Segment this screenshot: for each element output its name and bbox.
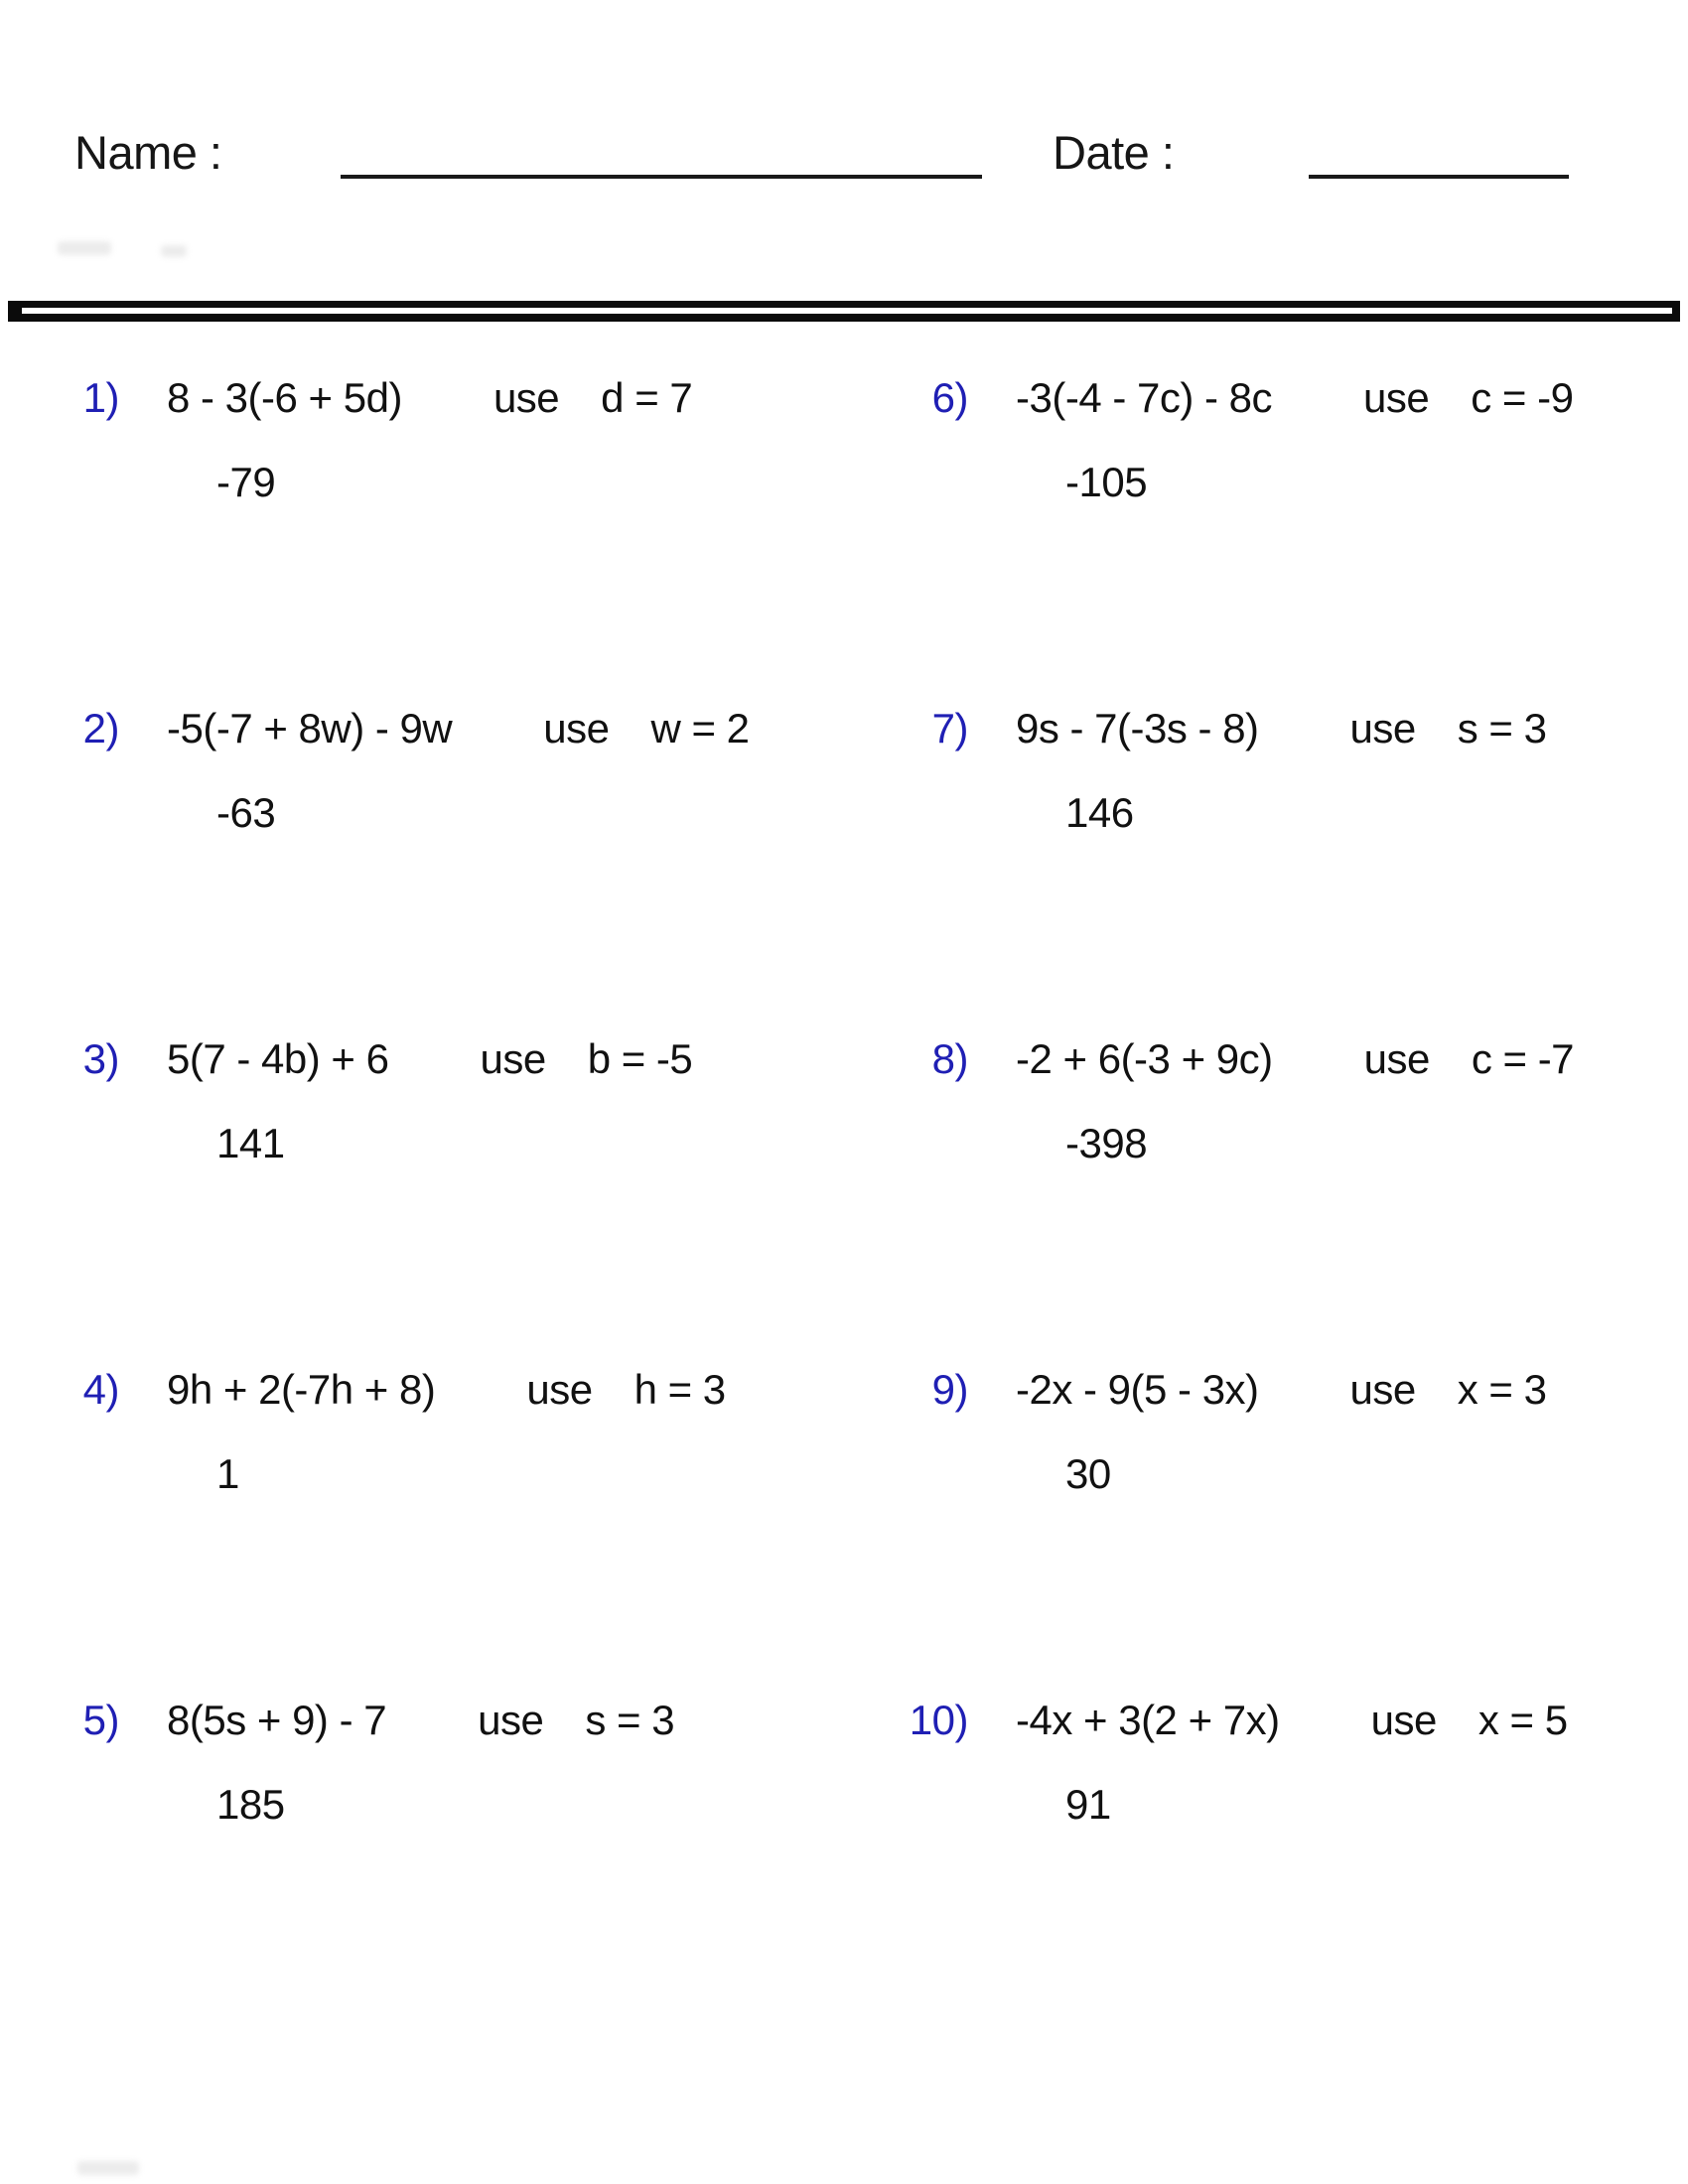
variable-assignment: s = 3 [585, 1697, 675, 1743]
problem-answer: -63 [216, 788, 276, 836]
problem-answer: 141 [216, 1119, 285, 1166]
problem-answer: 146 [1065, 788, 1134, 836]
problem-number: 10) [909, 1697, 968, 1743]
problem-answer: -398 [1065, 1119, 1148, 1166]
problem-5 [60, 1695, 909, 2025]
problem-number: 6) [931, 374, 968, 421]
scan-artifact [77, 2161, 139, 2175]
use-label: use [492, 374, 560, 421]
use-label: use [478, 1697, 544, 1743]
variable-assignment: b = -5 [587, 1035, 693, 1082]
variable-assignment: x = 3 [1457, 1366, 1547, 1413]
problem-expression: 9s - 7(-3s - 8) [1016, 705, 1259, 751]
scan-artifact [58, 241, 111, 255]
problem-8 [909, 1033, 1688, 1364]
use-label: use [1349, 705, 1416, 751]
problem-expression: 5(7 - 4b) + 6 [167, 1035, 389, 1082]
variable-assignment: d = 7 [601, 374, 693, 421]
problem-expression: -4x + 3(2 + 7x) [1016, 1697, 1280, 1743]
use-label: use [1363, 374, 1430, 421]
double-rule-divider [8, 301, 1680, 322]
problem-answer: -105 [1065, 458, 1148, 505]
problem-9 [909, 1364, 1688, 1695]
problem-3 [60, 1033, 909, 1364]
problem-1 [60, 372, 909, 703]
problem-line [909, 703, 1688, 755]
double-rule-stripe [22, 308, 1672, 314]
date-label: Date : [1053, 126, 1175, 179]
problem-line [60, 1364, 909, 1417]
problem-4 [60, 1364, 909, 1695]
problem-number: 7) [931, 705, 968, 751]
problem-number: 5) [82, 1697, 119, 1743]
problem-expression: -2 + 6(-3 + 9c) [1016, 1035, 1273, 1082]
problem-number: 3) [82, 1035, 119, 1082]
problem-line [909, 1033, 1688, 1086]
problem-line [60, 372, 909, 425]
problem-2 [60, 703, 909, 1033]
variable-assignment: c = -7 [1471, 1035, 1575, 1082]
problem-expression: 8(5s + 9) - 7 [167, 1697, 387, 1743]
problem-number: 1) [82, 374, 119, 421]
problem-expression: -5(-7 + 8w) - 9w [167, 705, 453, 751]
problem-line [909, 1364, 1688, 1417]
problem-line [909, 372, 1688, 425]
problem-6 [909, 372, 1688, 703]
date-blank-field[interactable] [1309, 175, 1569, 179]
use-label: use [1370, 1697, 1437, 1743]
problem-10 [909, 1695, 1688, 2025]
use-label: use [480, 1035, 546, 1082]
use-label: use [543, 705, 610, 751]
use-label: use [526, 1366, 593, 1413]
problem-expression: 9h + 2(-7h + 8) [167, 1366, 436, 1413]
problem-number: 4) [82, 1366, 119, 1413]
problem-number: 2) [82, 705, 119, 751]
variable-assignment: h = 3 [633, 1366, 726, 1413]
use-label: use [1363, 1035, 1430, 1082]
use-label: use [1349, 1366, 1416, 1413]
variable-assignment: x = 5 [1477, 1697, 1568, 1743]
problem-answer: 91 [1065, 1780, 1111, 1828]
problem-line [60, 1695, 909, 1747]
problem-line [909, 1695, 1688, 1747]
variable-assignment: w = 2 [650, 705, 750, 751]
problem-line [60, 1033, 909, 1086]
problem-answer: 30 [1065, 1449, 1111, 1497]
problem-number: 9) [931, 1366, 968, 1413]
variable-assignment: c = -9 [1471, 374, 1574, 421]
name-label: Name : [74, 126, 222, 179]
problems-grid [60, 362, 1688, 2025]
name-blank-field[interactable] [341, 175, 982, 179]
problem-number: 8) [931, 1035, 968, 1082]
variable-assignment: s = 3 [1457, 705, 1547, 751]
problem-answer: 1 [216, 1449, 239, 1497]
problem-answer: 185 [216, 1780, 285, 1828]
problem-expression: -2x - 9(5 - 3x) [1016, 1366, 1259, 1413]
problem-7 [909, 703, 1688, 1033]
problem-line [60, 703, 909, 755]
problem-expression: 8 - 3(-6 + 5d) [167, 374, 402, 421]
problem-answer: -79 [216, 458, 276, 505]
scan-artifact [161, 245, 187, 257]
problem-expression: -3(-4 - 7c) - 8c [1016, 374, 1273, 421]
